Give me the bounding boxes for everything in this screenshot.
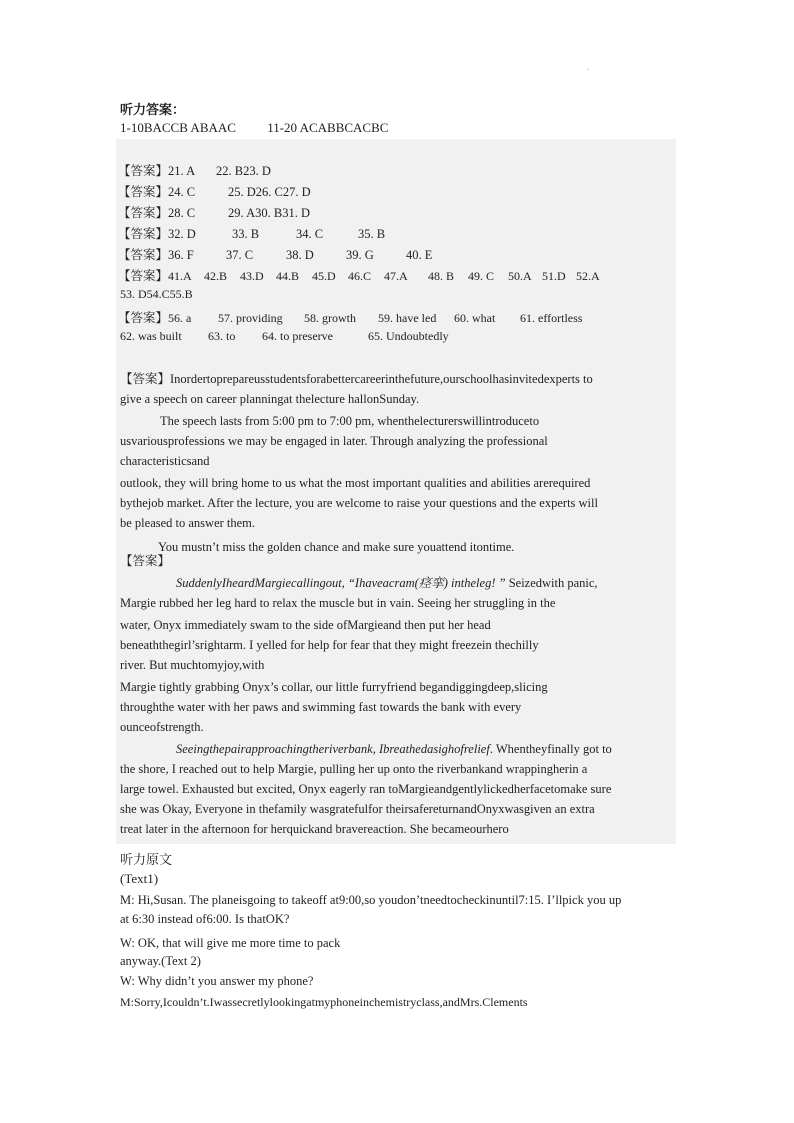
answer-tag: 【答案】 [118, 205, 169, 220]
answer-panel [116, 139, 676, 844]
story-line [120, 739, 668, 759]
essay-line: characteristicsand [120, 454, 210, 468]
listening-answers-title: 听力答案： [120, 103, 186, 118]
essay-line: give a speech on career planningat thelecture hallonSunday. [120, 392, 420, 406]
essay-answer [120, 369, 668, 557]
answer-tag: 【答案】 [118, 163, 169, 178]
story-line: the shore, I reached out to help Margie, pulling her up onto the riverbankand wrappingherin a [120, 762, 588, 776]
answer-item: 60. what [454, 311, 496, 325]
answer-item: 35. B [358, 227, 386, 241]
story-line: throughthe water with her paws and swimming fast towards the bank with every [120, 700, 522, 714]
answer-item: 24. C [168, 185, 196, 199]
answer-item: 64. to preserve [262, 329, 333, 343]
answer-item: 44.B [276, 269, 300, 283]
answer-item: 63. to [208, 329, 236, 343]
answer-row-56 [118, 308, 582, 326]
story-line: water, Onyx immediately swam to the side ofMargieand then put her head [120, 618, 491, 632]
answer-tag: 【答案】 [118, 184, 169, 199]
keys-11-20: 11-20 ACABBCACBC [267, 120, 389, 135]
transcript-line: W: Why didn’t you answer my phone? [120, 974, 314, 988]
transcript-line: at 6:30 instead of6:00. Is thatOK? [120, 912, 290, 926]
answer-item: 52.A [576, 269, 600, 283]
answer-row-62 [120, 329, 449, 344]
answer-item: 50.A [508, 269, 532, 283]
essay-text: Inordertoprepareusstudentsforabettercareerinthefuture,ourschoolhasinvitedexperts to [170, 372, 593, 386]
answer-item: 25. D26. C27. D [228, 185, 311, 199]
answer-item: 43.D [240, 269, 264, 283]
answer-item: 33. B [232, 227, 260, 241]
story-text: . Whentheyfinally got to [489, 742, 612, 756]
story-line: Margie rubbed her leg hard to relax the muscle but in vain. Seeing her struggling in the [120, 596, 556, 610]
transcript-line: W: OK, that will give me more time to pack [120, 936, 341, 950]
story-text: Seizedwith panic, [505, 576, 598, 590]
answer-item: 59. have led [378, 311, 437, 325]
transcript-line: M:Sorry,Icouldn’t.Iwassecretlylookingatmyphoneinchemistryclass,andMrs.Clements [120, 995, 528, 1009]
answer-row-32 [118, 224, 385, 242]
transcript-title: 听力原文 [120, 853, 173, 868]
answer-item: 22. B23. D [216, 164, 271, 178]
answer-item: 32. D [168, 227, 196, 241]
keys-1-10: 1-10BACCB ABAAC [120, 120, 236, 135]
answer-item: 38. D [286, 248, 314, 262]
story-italic: Seeingthepairapproachingtheriverbank, Ibreathedasighofrelief [176, 742, 490, 756]
answer-row-36 [118, 245, 432, 263]
answer-item: 47.A [384, 269, 408, 283]
answer-item: 48. B [428, 269, 455, 283]
answer-item: 49. C [468, 269, 495, 283]
answer-item: 51.D [542, 269, 566, 283]
answer-item: 46.C [348, 269, 372, 283]
story-answer [120, 551, 668, 839]
story-italic: SuddenlyIheardMargiecallingout, “Ihaveacram(痉挛) intheleg! ” [176, 576, 506, 590]
answer-item: 56. a [168, 311, 192, 325]
answer-item: 21. A [168, 164, 196, 178]
answer-tag: 【答案】 [118, 247, 169, 262]
answer-tag: 【答案】 [120, 553, 171, 568]
story-line: beneaththegirl’srightarm. I yelled for help for fear that they might freezein thechilly [120, 638, 539, 652]
answer-item: 45.D [312, 269, 336, 283]
answer-item: 61. effortless [520, 311, 583, 325]
answer-tag: 【答案】 [118, 310, 169, 325]
answer-item: 29. A30. B31. D [228, 206, 310, 220]
answer-item: 34. C [296, 227, 324, 241]
essay-line: The speech lasts from 5:00 pm to 7:00 pm, whenthelecturerswillintroduceto [160, 414, 540, 428]
transcript-text1-label: (Text1) [120, 871, 159, 886]
story-line: treat later in the afternoon for herquickand bravereaction. She becameourhero [120, 822, 509, 836]
story-line: large towel. Exhausted but excited, Onyx eagerly ran toMargieandgentlylickedherfacetomake sure [120, 782, 612, 796]
transcript-line: anyway.(Text 2) [120, 954, 201, 968]
essay-line: bythejob market. After the lecture, you are welcome to raise your questions and the experts will [120, 496, 598, 510]
answer-row-21 [118, 161, 271, 179]
essay-line: You mustn’t miss the golden chance and make sure youattend itontime. [158, 540, 515, 554]
transcript-line: M: Hi,Susan. The planeisgoing to takeoff at9:00,so youdon’tneedtocheckinuntil7:15. I’llpick you up [120, 893, 622, 907]
essay-line [120, 369, 668, 389]
answer-tag: 【答案】 [118, 268, 169, 283]
story-line: she was Okay, Everyone in thefamily wasgratefulfor theirsafereturnandOnyxwasgiven an extra [120, 802, 595, 816]
answer-tag: 【答案】 [118, 226, 169, 241]
essay-line: outlook, they will bring home to us what the most important qualities and abilities arerequired [120, 476, 591, 490]
story-line: ounceofstrength. [120, 720, 204, 734]
answer-item: 37. C [226, 248, 254, 262]
answer-item: 62. was built [120, 329, 182, 343]
answer-item: 39. G [346, 248, 374, 262]
essay-line: usvariousprofessions we may be engaged in later. Through analyzing the professional [120, 434, 548, 448]
answer-row-53: 53. D54.C55.B [120, 287, 193, 301]
listening-answer-keys [120, 120, 416, 136]
story-line [120, 573, 668, 593]
story-line: Margie tightly grabbing Onyx’s collar, our little furryfriend begandiggingdeep,slicing [120, 680, 548, 694]
story-line: river. But muchtomyjoy,with [120, 658, 265, 672]
answer-item: 41.A [168, 269, 192, 283]
answer-item: 28. C [168, 206, 196, 220]
answer-item: 58. growth [304, 311, 357, 325]
answer-row-28 [118, 203, 310, 221]
page-dot: . [587, 62, 590, 72]
answer-row-24 [118, 182, 311, 200]
answer-item: 65. Undoubtedly [368, 329, 449, 343]
answer-item: 57. providing [218, 311, 283, 325]
answer-item: 40. E [406, 248, 433, 262]
answer-tag: 【答案】 [120, 371, 171, 386]
answer-item: 42.B [204, 269, 228, 283]
answer-item: 36. F [168, 248, 194, 262]
essay-line: be pleased to answer them. [120, 516, 256, 530]
answer-row-41 [118, 266, 600, 284]
